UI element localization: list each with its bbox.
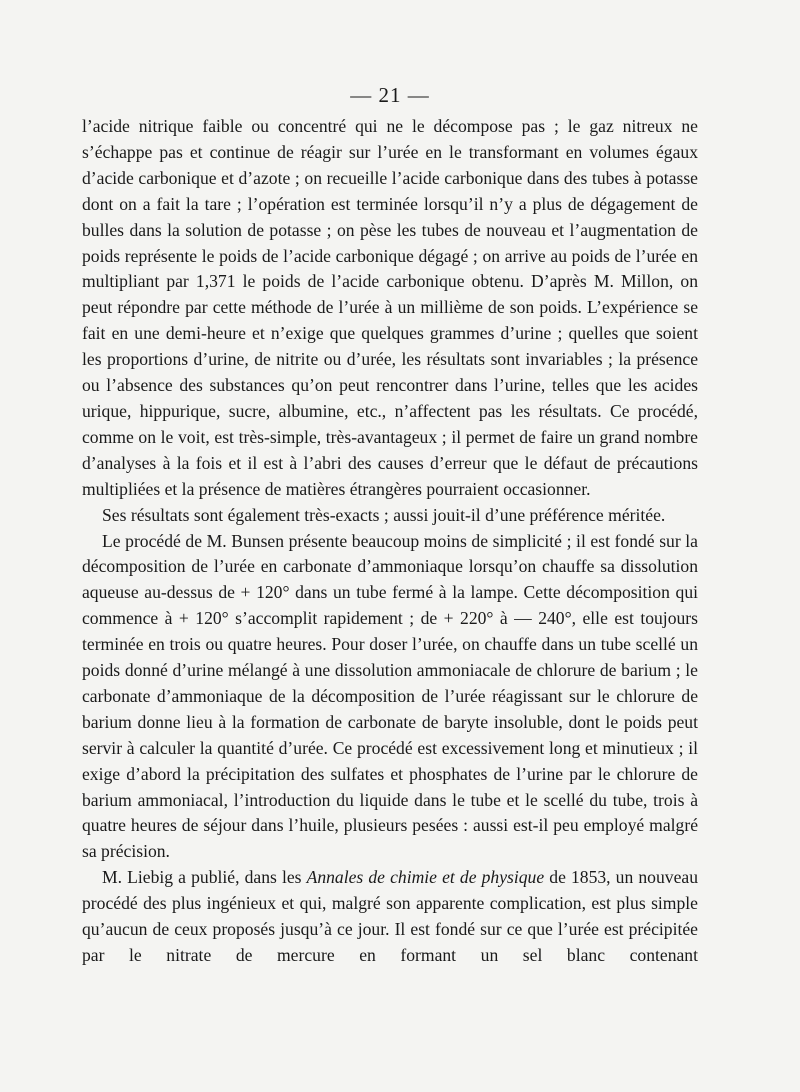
paragraph-4-text-after: de 1853, un nouveau procédé des plus ingénieux et qui, malgré son apparente complication, est plus simple qu’aucun de ceux proposés jusqu’à ce jour. Il est fondé sur ce que l’urée est précipitée par le nitrate de mercure en formant un sel blanc contenant — [82, 867, 698, 965]
paragraph-4-text-before: M. Liebig a publié, dans les — [102, 867, 307, 888]
paragraph-3: Le procédé de M. Bunsen présente beaucoup moins de simplicité ; il est fondé sur la décomposition de l’urée en carbonate d’ammoniaque lorsqu’on chauffe sa dissolution aqueuse au-dessus de + 120° dans un tube fermé à la lampe. Cette décomposition qui commence à + 120° s’accomplit rapidement ; de + 220° à — 240°, elle est toujours terminée en trois ou quatre heures. Pour doser l’urée, on chauffe dans un tube scellé un poids donné d’urine mélangé à une dissolution ammoniacale de chlorure de barium ; le carbonate d’ammoniaque de la décomposition de l’urée réagissant sur le chlorure de barium donne lieu à la formation de carbonate de baryte insoluble, dont le poids peut servir à calculer la quantité d’urée. Ce procédé est excessivement long et minutieux ; il exige d’abord la précipitation des sulfates et phosphates de l’urine par le chlorure de barium ammoniacal, l’introduction du liquide dans le tube et le scellé du tube, trois à quatre heures de séjour dans l’huile, plusieurs pesées : aussi est-il peu employé malgré sa précision. — [82, 530, 698, 862]
paragraph-4 — [82, 865, 698, 969]
paragraph-1: l’acide nitrique faible ou concentré qui ne le décompose pas ; le gaz nitreux ne s’échappe pas et continue de réagir sur l’urée en le transformant en volumes égaux d’acide carbonique et d’azote ; on recueille l’acide carbonique dans des tubes à potasse dont on a fait la tare ; l’opération est terminée lorsqu’il n’y a plus de dégagement de bulles dans la solution de potasse ; on pèse les tubes de nouveau et l’augmentation de poids représente le poids de l’acide carbonique dégagé ; on arrive au poids de l’urée en multipliant par 1,371 le poids de l’acide carbonique obtenu. D’après M. Millon, on peut répondre par cette méthode de l’urée à un millième de son poids. L’expérience se fait en une demi-heure et n’exige que quelques grammes d’urine ; quelles que soient les proportions d’urine, de nitrite ou d’urée, les résultats sont invariables ; la présence ou l’absence des substances qu’on peut rencontrer dans l’urine, telles que les acides urique, hippurique, sucre, albumine, etc., n’affectent pas les résultats. Ce procédé, comme on le voit, est très-simple, très-avantageux ; il permet de faire un grand nombre d’analyses à la fois et il est à l’abri des causes d’erreur que le défaut de précautions multipliées et la présence de matières étrangères pourraient occasionner. — [82, 116, 698, 499]
page-number: — 21 — — [350, 83, 430, 107]
journal-title: Annales de chimie et de physique — [306, 867, 545, 888]
paragraph-2: Ses résultats sont également très-exacts ; aussi jouit-il d’une préférence méritée. — [102, 504, 666, 525]
